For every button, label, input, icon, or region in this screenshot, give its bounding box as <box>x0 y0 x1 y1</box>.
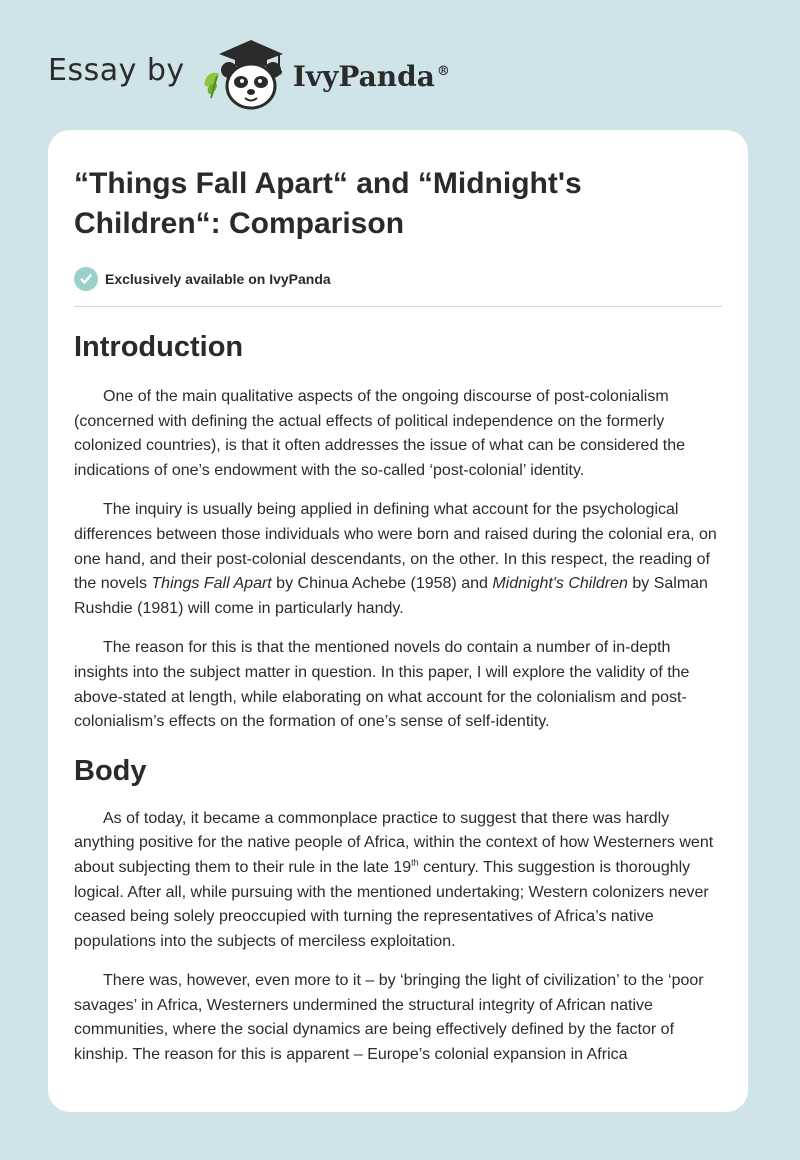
paragraph-text: century. This suggestion is thoroughly logical. After all, while pursuing with the mentioned undertaking; Western colonizers never ceased being solely preoccupied with turning the representatives of Africa’s native populations into the subjects of merciless exploitation. <box>74 858 709 950</box>
essay-title: “Things Fall Apart“ and “Midnight's Children“: Comparison <box>74 167 582 240</box>
brand-prefix: Essay by <box>48 52 185 88</box>
section-heading-body: Body <box>74 754 147 787</box>
paragraph: One of the main qualitative aspects of the ongoing discourse of post-colonialism (concerned with defining the actual effects of political independence on the formerly colonized countries), is that it often addresses the issue of what can be considered the indications of one’s endowment with the so-called ‘post-colonial’ identity. <box>74 388 686 479</box>
section-heading-introduction: Introduction <box>74 331 244 363</box>
paragraph: The reason for this is that the mentioned novels do contain a number of in-depth insights into the subject matter in question. In this paper, I will explore the validity of the above-stated at length, while elaborating on what account for the colonialism and post-colonialism’s effects on the formation of one’s sense of self-identity. <box>74 639 690 731</box>
paragraph-text: The inquiry is usually being applied in defining what account for the psychological differences between those individuals who were born and raised during the colonial era, on one hand, and their post-colonial descendants, on the other. In this respect, the reading of the novels <box>74 501 717 593</box>
superscript: th <box>411 857 419 868</box>
book-title-italic: Midnight's Children <box>492 575 628 593</box>
check-icon <box>74 267 98 291</box>
paragraph-text: by Salman Rushdie (1981) will come in particularly handy. <box>74 575 708 617</box>
paragraph: There was, however, even more to it – by ‘bringing the light of civilization’ to the ‘poor savages’ in Africa, Westerners undermined the structural integrity of African native communities, where the social dynamics are being effectively defined by the factor of kinship. The reason for this is apparent – Europe’s colonial expansion in Africa <box>74 972 704 1064</box>
registered-mark: ® <box>436 64 450 80</box>
essay-card <box>48 130 748 1112</box>
divider <box>74 306 722 307</box>
paragraph-text: As of today, it became a commonplace practice to suggest that there was hardly anything positive for the native people of Africa, within the context of how Westerners went about subjecting them to their rule in the late 19 <box>74 809 714 876</box>
brand-name: IvyPanda ® <box>292 59 450 93</box>
paragraph <box>74 807 722 955</box>
paragraph-text: by Chinua Achebe (1958) and <box>271 575 493 593</box>
site-logo[interactable] <box>48 36 450 112</box>
panda-mascot-icon <box>199 36 289 112</box>
paragraph <box>74 498 722 621</box>
book-title-italic: Things Fall Apart <box>151 575 272 593</box>
exclusive-badge <box>74 266 722 292</box>
badge-text: Exclusively available on IvyPanda <box>105 271 331 287</box>
